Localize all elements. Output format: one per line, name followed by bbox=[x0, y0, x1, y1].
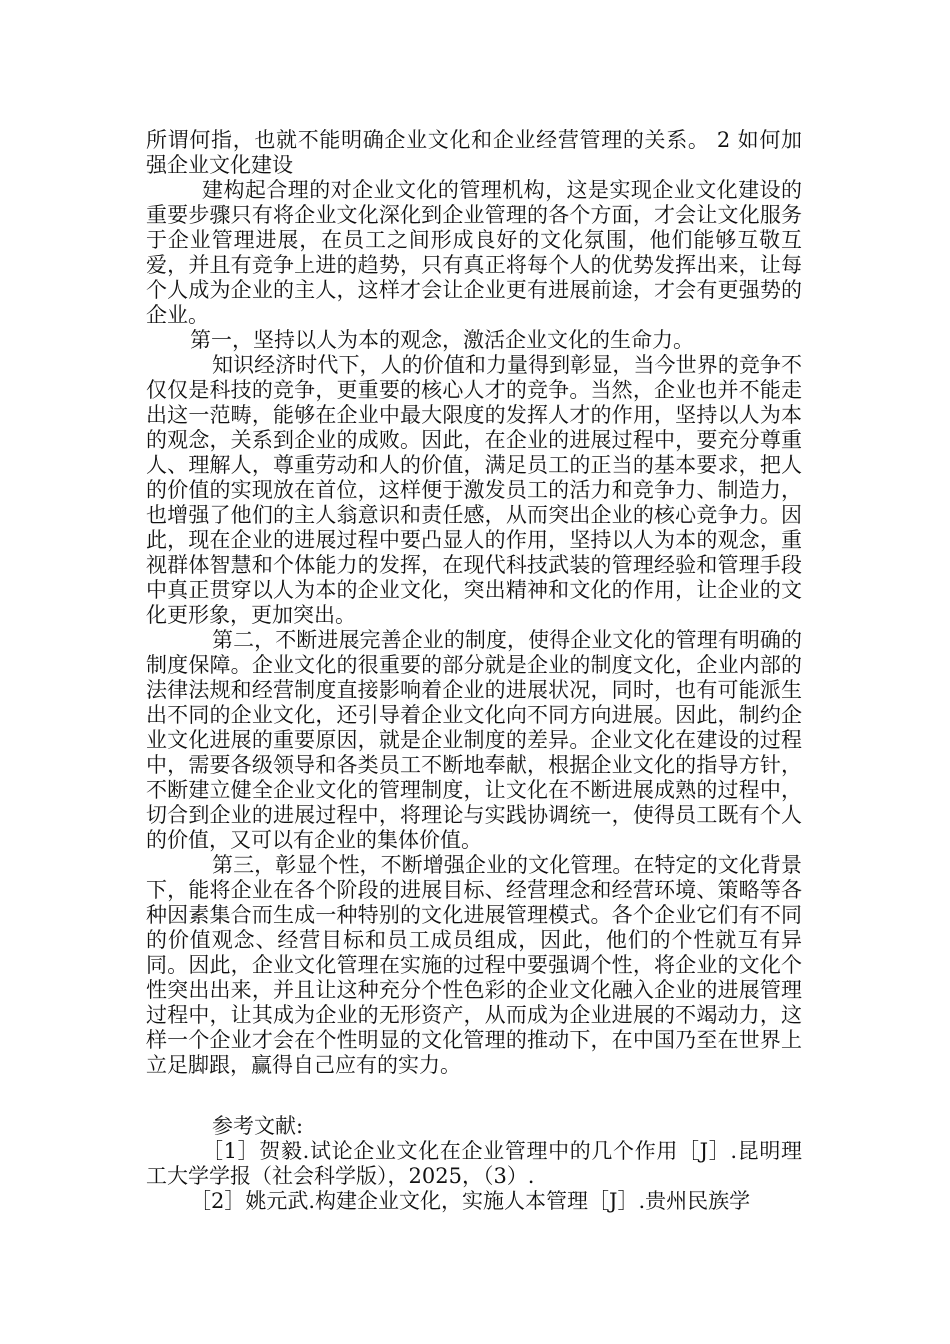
section-spacer bbox=[146, 1078, 802, 1114]
document-page bbox=[146, 128, 802, 1214]
references-heading: 参考文献: bbox=[212, 1114, 304, 1138]
paragraph-point-three: 第三，彰显个性，不断增强企业的文化管理。在特定的文化背景下，能将企业在各个阶段的进展目标、经营理念和经营环境、策略等各种因素集合而生成一种特别的文化进展管理模式。各个企业它们有不同的价值观念、经营目标和员工成员组成，因此，他们的个性就互有异同。因此，企业文化管理在实施的过程中要强调个性，将企业的文化个性突出出来，并且让这种充分个性色彩的企业文化融入企业的进展管理过程中，让其成为企业的无形资产，从而成为企业进展的不竭动力，这样一个企业才会在个性明显的文化管理的推动下，在中国乃至在世界上立足脚跟，赢得自己应有的实力。 bbox=[146, 853, 802, 1077]
paragraph-point-two: 第二，不断进展完善企业的制度，使得企业文化的管理有明确的制度保障。企业文化的很重要的部分就是企业的制度文化，企业内部的法律法规和经营制度直接影响着企业的进展状况，同时，也有可能派生出不同的企业文化，还引导着企业文化向不同方向进展。因此，制约企业文化进展的重要原因，就是企业制度的差异。企业文化在建设的过程中，需要各级领导和各类员工不断地奉献，根据企业文化的指导方针，不断建立健全企业文化的管理制度，让文化在不断进展成熟的过程中，切合到企业的进展过程中，将理论与实践协调统一，使得员工既有个人的价值，又可以有企业的集体价值。 bbox=[146, 628, 802, 852]
reference-item: ［2］姚元武.构建企业文化，实施人本管理［J］.贵州民族学 bbox=[190, 1189, 751, 1213]
paragraph-intro-tail: 所谓何指，也就不能明确企业文化和企业经营管理的关系。 2 如何加强企业文化建设 bbox=[146, 128, 802, 177]
paragraph-point-one-body: 知识经济时代下，人的价值和力量得到彰显，当今世界的竞争不仅仅是科技的竞争，更重要的核心人才的竞争。当然，企业也并不能走出这一范畴，能够在企业中最大限度的发挥人才的作用，坚持以人为本的观念，关系到企业的成败。因此，在企业的进展过程中，要充分尊重人、理解人，尊重劳动和人的价值，满足员工的正当的基本要求，把人的价值的实现放在首位，这样便于激发员工的活力和竞争力、制造力，也增强了他们的主人翁意识和责任感，从而突出企业的核心竞争力。因此，现在企业的进展过程中要凸显人的作用，坚持以人为本的观念，重视群体智慧和个体能力的发挥，在现代科技武装的管理经验和管理手段中真正贯穿以人为本的企业文化，突出精神和文化的作用，让企业的文化更形象，更加突出。 bbox=[146, 353, 802, 627]
paragraph-management-structure: 建构起合理的对企业文化的管理机构，这是实现企业文化建设的重要步骤只有将企业文化深化到企业管理的各个方面，才会让文化服务于企业管理进展，在员工之间形成良好的文化氛围，他们能够互敬互爱，并且有竞争上进的趋势，只有真正将每个人的优势发挥出来，让每个人成为企业的主人，这样才会让企业更有进展前途，才会有更强势的企业。 bbox=[146, 178, 802, 327]
reference-item: ［1］贺毅.试论企业文化在企业管理中的几个作用［J］.昆明理工大学学报（社会科学版），2025，（3）. bbox=[146, 1139, 802, 1188]
paragraph-point-one-heading: 第一，坚持以人为本的观念，激活企业文化的生命力。 bbox=[190, 328, 694, 352]
